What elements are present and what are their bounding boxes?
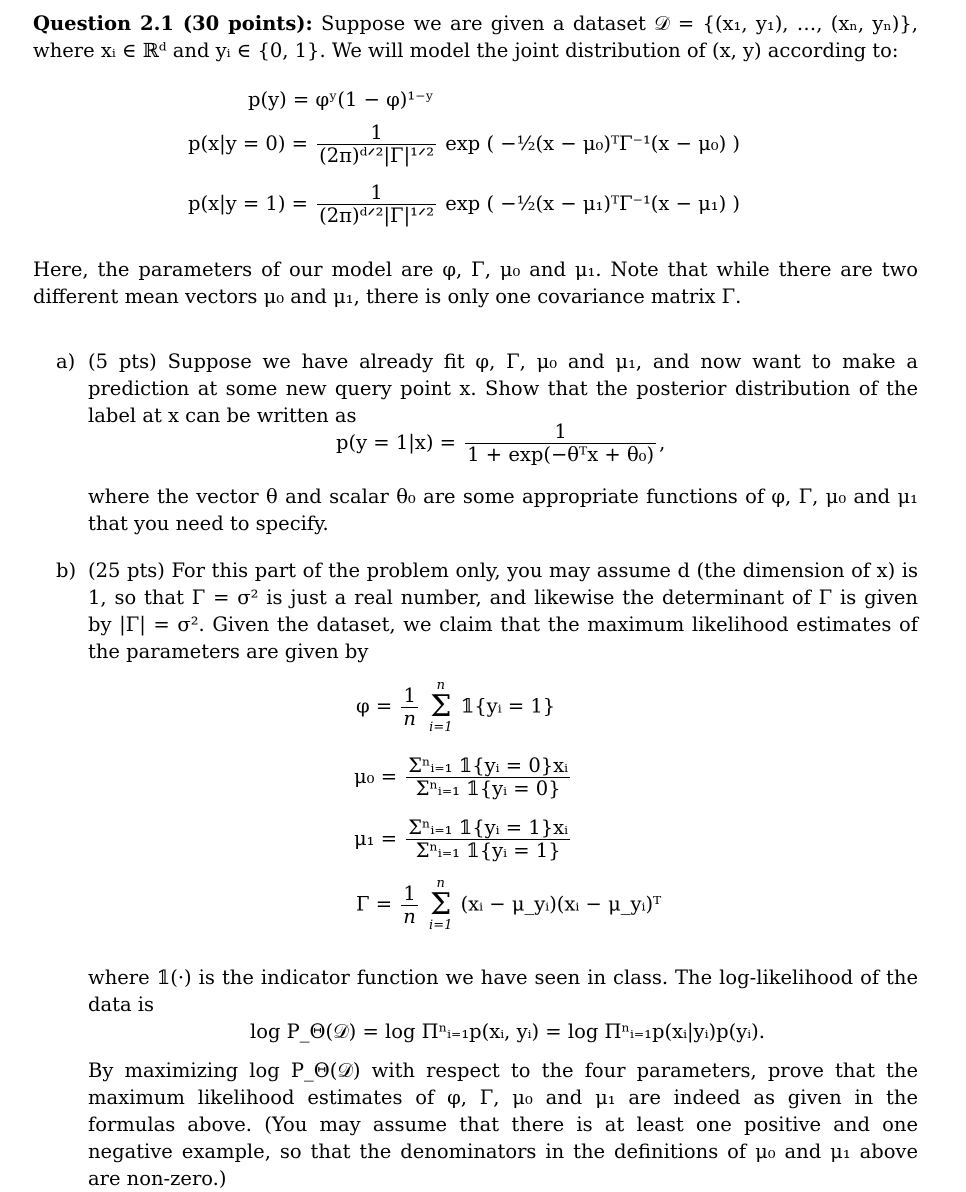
part-a-label: a) [56,350,76,373]
gamma-fraction [401,883,418,928]
mle-mu1 [354,817,573,862]
class0-exp: exp ( −½(x − μ₀)ᵀΓ⁻¹(x − μ₀) ) [445,132,741,155]
gamma-lhs: Γ = [356,892,393,916]
class1-exp: exp ( −½(x − μ₁)ᵀΓ⁻¹(x − μ₁) ) [445,192,741,215]
phi-rhs: 𝟙{yᵢ = 1} [460,694,556,718]
phi-sum [429,680,452,734]
gamma-sum [429,878,452,932]
indicator-block [88,964,918,1018]
final-block [88,1057,918,1192]
phi-sum-bottom: i=1 [429,720,453,735]
part-b-text: (25 pts) For this part of the problem only, you may assume d (the dimension of x) is 1, so that Γ = σ² is just a real number, and likewise the determinant of Γ is given by |Γ| = σ². Given the dataset, we claim that the maximum likelihood estimates of the parameters are given by [88,559,918,663]
question-heading: Question 2.1 (30 points): [33,12,313,35]
class1-denominator: (2π)ᵈᐟ²|Γ|¹ᐟ² [319,204,435,227]
part-a-after-text: where the vector θ and scalar θ₀ are some appropriate functions of φ, Γ, μ₀ and μ₁ that you need to specify. [88,485,918,535]
question-intro-text: Suppose we are given a dataset 𝒟 = {(x₁, y₁), …, (xₙ, yₙ)}, where xᵢ ∈ ℝᵈ and yᵢ ∈ {0, 1}. We will model the joint distribution of (x, y) according to: [33,12,918,62]
model-eq-class0 [188,122,740,167]
indicator-text: where 𝟙(·) is the indicator function we have seen in class. The log-likelihood of the data is [88,966,918,1016]
loglik-formula: log P_Θ(𝒟) = log Πⁿᵢ₌₁p(xᵢ, yᵢ) = log Πⁿᵢ₌₁p(xᵢ|yᵢ)p(yᵢ). [250,1020,765,1043]
gamma-frac-den: n [403,904,416,928]
gamma-rhs: (xᵢ − μ_yᵢ)(xᵢ − μ_yᵢ)ᵀ [460,892,662,916]
prior-formula: p(y) = φʸ(1 − φ)¹⁻ʸ [248,88,434,111]
class1-numerator: 1 [317,182,436,205]
mle-gamma [356,878,661,932]
posterior-numerator: 1 [465,421,656,444]
class0-lhs: p(x|y = 0) = [188,132,308,155]
mle-phi [356,680,555,734]
posterior-equation [336,421,665,466]
params-paragraph [33,256,918,310]
model-eq-prior [248,86,434,113]
model-eq-class1 [188,182,740,227]
mu0-numerator: Σⁿᵢ₌₁ 𝟙{yᵢ = 0}xᵢ [408,754,569,777]
mu0-fraction [406,755,570,800]
question-block [33,10,918,64]
params-text: Here, the parameters of our model are φ, Γ, μ₀ and μ₁. Note that while there are two different mean vectors μ₀ and μ₁, there is only one covariance matrix Γ. [33,258,918,308]
gamma-frac-num: 1 [401,883,418,906]
sum-symbol: Σ [430,887,452,922]
final-text: By maximizing log P_Θ(𝒟) with respect to the four parameters, prove that the maximum likelihood estimates of φ, Γ, μ₀ and μ₁ are indeed as given in the formulas above. (You may assume that there is at least one positive and one negative example, so that the denominators in the definitions of μ₀ and μ₁ above are non-zero.) [88,1059,918,1190]
posterior-comma: , [659,431,666,454]
posterior-fraction [465,421,656,466]
class0-numerator: 1 [317,122,436,145]
mu1-numerator: Σⁿᵢ₌₁ 𝟙{yᵢ = 1}xᵢ [408,816,569,839]
mle-mu0 [354,755,573,800]
phi-frac-den: n [403,706,416,730]
mu1-fraction [406,817,570,862]
part-b-block [88,557,918,665]
phi-frac-num: 1 [401,685,418,708]
mu1-lhs: μ₁ = [354,827,398,850]
mu0-denominator: Σⁿᵢ₌₁ 𝟙{yᵢ = 0} [415,777,561,800]
question-intro [33,10,918,64]
sum-symbol: Σ [430,689,452,724]
gamma-sum-top: n [436,876,445,891]
mu1-denominator: Σⁿᵢ₌₁ 𝟙{yᵢ = 1} [415,839,561,862]
part-b-label: b) [56,559,77,582]
posterior-lhs: p(y = 1|x) = [336,431,456,454]
class1-lhs: p(x|y = 1) = [188,192,308,215]
phi-sum-top: n [436,678,446,693]
phi-fraction [401,685,418,730]
class0-fraction [317,122,436,167]
part-a-block [88,348,918,429]
part-a-after [88,483,918,537]
part-a-text: (5 pts) Suppose we have already fit φ, Γ, μ₀ and μ₁, and now want to make a prediction at some new query point x. Show that the posterior distribution of the label at x can be written as [88,350,918,427]
class1-fraction [317,182,436,227]
phi-lhs: φ = [356,694,393,718]
class0-denominator: (2π)ᵈᐟ²|Γ|¹ᐟ² [319,144,435,167]
log-likelihood-equation [250,1018,765,1045]
posterior-denominator: 1 + exp(−θᵀx + θ₀) [467,443,655,466]
gamma-sum-bottom: i=1 [429,918,453,933]
mu0-lhs: μ₀ = [354,765,398,788]
